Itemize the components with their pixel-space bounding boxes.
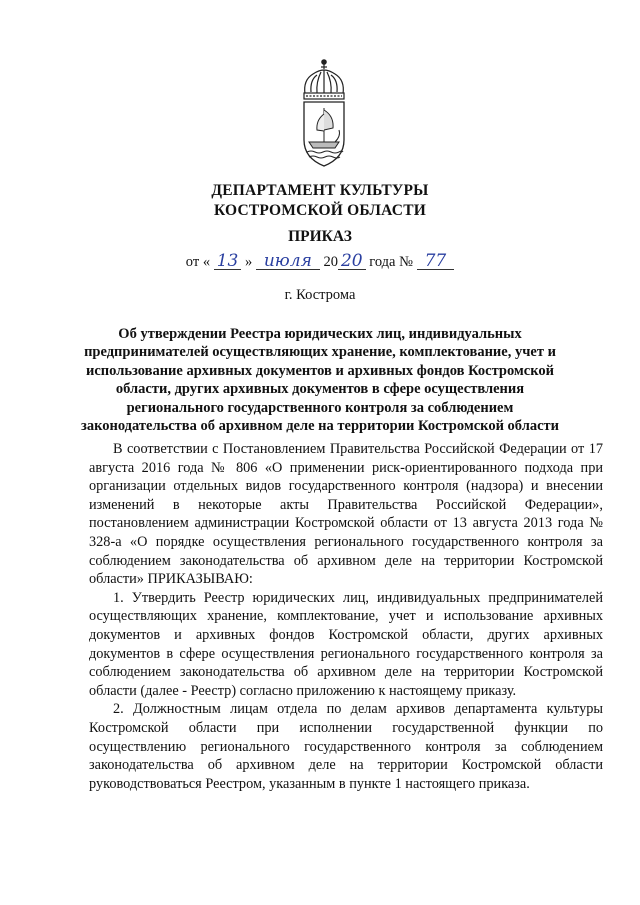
department-line-2: КОСТРОМСКОЙ ОБЛАСТИ: [213, 202, 426, 219]
date-prefix: от «: [185, 254, 211, 270]
date-year-word: года №: [369, 254, 413, 270]
order-dateline: [0, 253, 640, 271]
city: г. Кострома: [284, 287, 356, 303]
title-line: Об утверждении Реестра юридических лиц, индивидуальных: [118, 326, 522, 342]
title-line: области, других архивных документов в сфере осуществления: [115, 381, 525, 398]
date-year-handwritten: 20: [338, 253, 366, 270]
department-name: [0, 181, 640, 221]
department-line-1: ДЕПАРТАМЕНТ КУЛЬТУРЫ: [211, 182, 429, 199]
order-body: [89, 440, 603, 793]
kostroma-coat-of-arms-icon: [297, 58, 351, 174]
title-line: использование архивных документов и архивных фондов Костромской: [85, 362, 554, 379]
date-year-prefix: 20: [323, 254, 338, 270]
clause-2-paragraph: 2. Должностным лицам отдела по делам архивов департамента культуры Костромской области при исполнении государственной функции по осуществлению регионального государственного контроля за соблюдением законодательства об архивном деле на территории Костромской области руководствоваться Реестром, указанным в пункте 1 настоящего приказа.: [89, 701, 603, 792]
date-month-handwritten: июля: [256, 253, 320, 270]
clause-1-paragraph: 1. Утвердить Реестр юридических лиц, индивидуальных предпринимателей осуществляющих хранение, комплектование, учет и использование архивных документов и архивных фондов Костромской области, других архивных документов в сфере осуществления регионального государственного контроля за соблюдением законодательства об архивном деле на территории Костромской области (далее - Реестр) согласно приложению к настоящему приказу.: [89, 589, 603, 699]
title-line: предпринимателей осуществляющих хранение, комплектование, учет и: [84, 344, 556, 361]
preamble-paragraph: В соответствии с Постановлением Правительства Российской Федерации от 17 августа 2016 года № 806 «О применении риск-ориентированного подхода при организации отдельных видов государственного контроля (надзора) и внесении изменений в некоторые акты Правительства Российской Федерации», постановлением администрации Костромской области от 13 августа 2013 года № 328-а «О порядке осуществления регионального государственного контроля за соблюдением законодательства об архивном деле на территории Костромской области» ПРИКАЗЫВАЮ:: [89, 441, 603, 588]
order-number-handwritten: 77: [417, 253, 455, 270]
date-sep: »: [244, 254, 253, 270]
title-line: регионального государственного контроля за соблюдением: [126, 399, 514, 416]
date-day-handwritten: 13: [214, 253, 242, 270]
title-line: законодательства об архивном деле на территории Костромской области: [81, 418, 559, 435]
order-title: [0, 325, 640, 435]
document-type: ПРИКАЗ: [288, 228, 352, 245]
